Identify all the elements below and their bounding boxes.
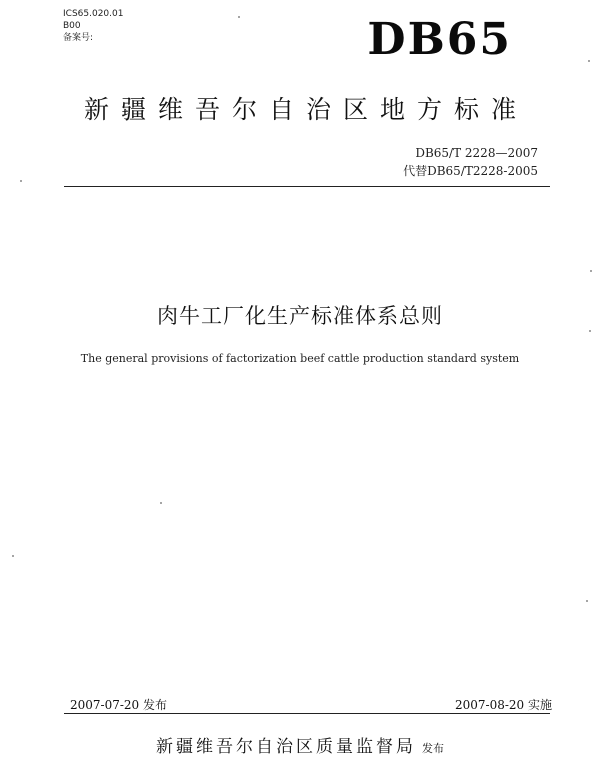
standard-number: DB65/T 2228—2007 [415,146,538,160]
scan-speck [586,600,588,602]
document-title-english: The general provisions of factorization beef cattle production standard system [80,352,520,365]
standard-logo: DB65 [367,14,512,65]
publisher-name: 新疆维吾尔自治区质量监督局 [156,737,416,757]
scan-speck [588,60,590,62]
scan-speck [590,270,592,272]
issue-date: 2007-07-20 发布 [70,698,168,712]
standard-type-heading: 新疆维吾尔自治区地方标准 [83,95,528,124]
scan-speck [589,330,591,332]
header-divider [64,186,550,187]
implementation-date: 2007-08-20 实施 [454,698,552,712]
classification-code: B00 [63,21,81,31]
ics-code: ICS65.020.01 [63,9,124,19]
footer-divider [64,713,550,714]
record-number-label: 备案号: [63,33,94,43]
publisher-line [0,732,600,757]
supersedes-number: 代替DB65/T2228-2005 [403,164,538,178]
scan-speck [20,180,22,182]
scan-speck [238,16,240,18]
publisher-suffix: 发布 [422,742,444,755]
scan-speck [12,555,14,557]
document-title-chinese: 肉牛工厂化生产标准体系总则 [157,304,443,328]
scan-speck [160,502,162,504]
